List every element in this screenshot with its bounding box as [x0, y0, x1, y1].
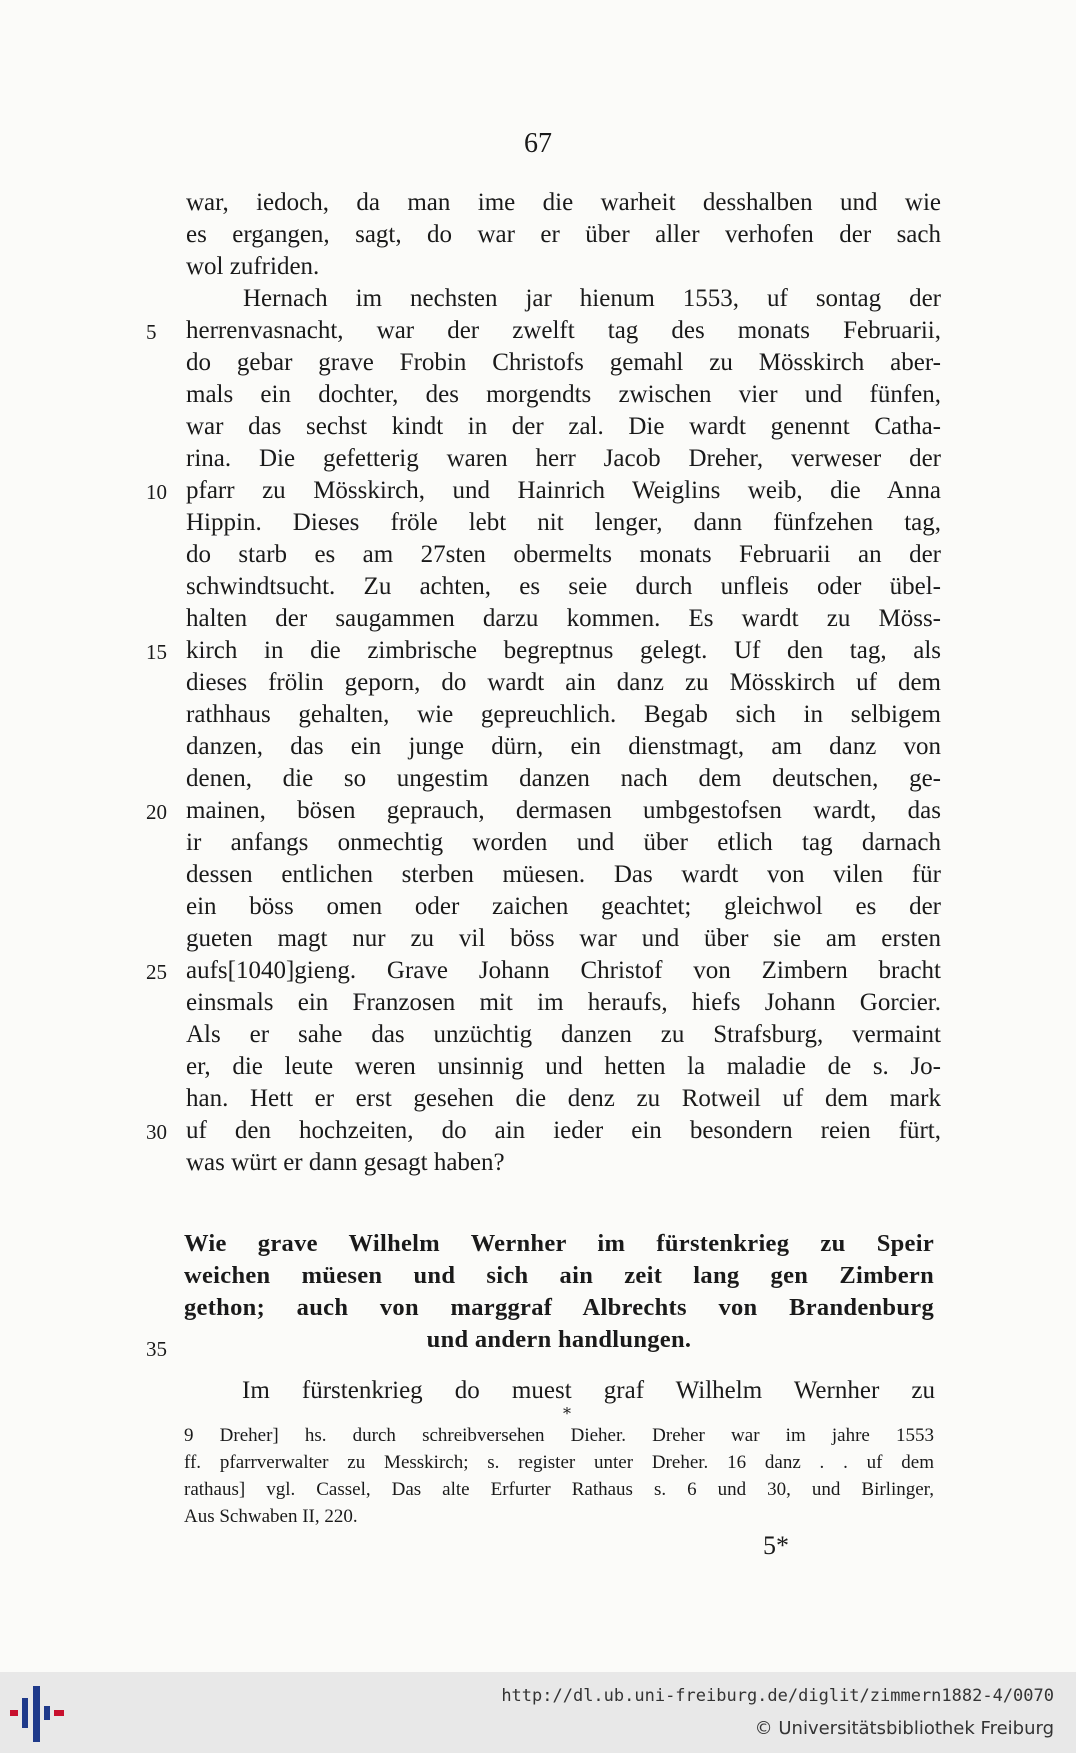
text-line [186, 347, 941, 379]
text-line-content: wol zufriden. [186, 253, 320, 280]
source-url-link[interactable]: http://dl.ub.uni-freiburg.de/diglit/zimmern1882-4/0070 [501, 1686, 1054, 1706]
text-line-content: schwindtsucht. Zu achten, es seie durch unfleis oder übel- [186, 573, 941, 600]
text-line [146, 635, 941, 667]
text-line-content: was würt er dann gesagt haben? [186, 1149, 505, 1176]
text-line [186, 891, 941, 923]
text-line-content: mals ein dochter, des morgendts zwischen vier und fünfen, [186, 381, 941, 408]
line-number: 5 [146, 320, 157, 344]
text-line [186, 731, 941, 763]
text-line-content: dieses frölin geporn, do wardt ain danz zu Mösskirch uf dem [186, 669, 941, 696]
text-line-content: pfarr zu Mösskirch, und Hainrich Weiglins weib, die Anna [186, 477, 941, 504]
heading-line-number: 35 [146, 1337, 167, 1361]
text-line [186, 507, 941, 539]
footer-bar [0, 1672, 1076, 1753]
ub-freiburg-logo-icon[interactable] [6, 1684, 68, 1744]
text-line-content: herrenvasnacht, war der zwelft tag des monats Februarii, [186, 317, 941, 344]
text-line-content: gueten magt nur zu vil böss war und über sie am ersten [186, 925, 941, 952]
text-line [186, 1083, 941, 1115]
text-line [186, 283, 941, 315]
text-line-content: uf den hochzeiten, do ain ieder ein besondern reien fürt, [186, 1117, 941, 1144]
paragraph-start: Im fürstenkrieg do muest graf Wilhelm Wernher zu [242, 1377, 935, 1404]
line-number: 10 [146, 480, 167, 504]
text-line-content: war, iedoch, da man ime die warheit desshalben und wie [186, 189, 941, 216]
text-line-content: ir anfangs onmechtig worden und über etlich tag darnach [186, 829, 941, 856]
heading-line: und andern handlungen. [426, 1326, 692, 1353]
text-line-content: ein böss omen oder zaichen geachtet; gleichwol es der [186, 893, 941, 920]
text-line-content: Als er sahe das unzüchtig danzen zu Strafsburg, vermaint [186, 1021, 941, 1048]
line-number: 30 [146, 1120, 167, 1144]
heading-line: gethon; auch von marggraf Albrechts von Brandenburg [184, 1294, 934, 1321]
page-number: 67 [524, 128, 552, 159]
text-line-content: Hernach im nechsten jar hienum 1553, uf sontag der [243, 285, 941, 312]
text-line [146, 795, 941, 827]
text-line-content: er, die leute weren unsinnig und hetten la maladie de s. Jo- [186, 1053, 941, 1080]
text-line [186, 1051, 941, 1083]
line-number: 20 [146, 800, 167, 824]
text-line-content: do gebar grave Frobin Christofs gemahl zu Mösskirch aber- [186, 349, 941, 376]
text-line [186, 699, 941, 731]
text-line-content: einsmals ein Franzosen mit im heraufs, hiefs Johann Gorcier. [186, 989, 941, 1016]
footnote-line: rathaus] vgl. Cassel, Das alte Erfurter Rathaus s. 6 und 30, und Birlinger, [184, 1479, 934, 1500]
text-line [146, 315, 941, 347]
text-line [186, 763, 941, 795]
text-line-content: war das sechst kindt in der zal. Die wardt genennt Catha- [186, 413, 941, 440]
text-line-content: mainen, bösen geprauch, dermasen umbgestofsen wardt, das [186, 797, 941, 824]
text-line-content: rathhaus gehalten, wie gepreuchlich. Begab sich in selbigem [186, 701, 941, 728]
body-text [146, 187, 941, 1179]
text-line [186, 443, 941, 475]
text-line [186, 251, 941, 283]
text-line [186, 571, 941, 603]
text-line [186, 987, 941, 1019]
text-line [186, 827, 941, 859]
line-number: 25 [146, 960, 167, 984]
text-line-content: aufs[1040]gieng. Grave Johann Christof von Zimbern bracht [186, 957, 941, 984]
text-line [186, 539, 941, 571]
copyright-text: © Universitätsbibliothek Freiburg [754, 1718, 1054, 1739]
signature-star: * [563, 1404, 571, 1423]
text-line-content: rina. Die gefetterig waren herr Jacob Dreher, verweser der [186, 445, 941, 472]
text-line [186, 219, 941, 251]
text-line-content: kirch in die zimbrische begreptnus gelegt. Uf den tag, als [186, 637, 941, 664]
chapter-heading [184, 1228, 934, 1356]
text-line-content: dessen entlichen sterben müesen. Das wardt von vilen für [186, 861, 941, 888]
text-line-content: han. Hett er erst gesehen die denz zu Rotweil uf dem mark [186, 1085, 941, 1112]
footnote-line: Aus Schwaben II, 220. [184, 1506, 358, 1527]
text-line-content: denen, die so ungestim danzen nach dem deutschen, ge- [186, 765, 941, 792]
text-line [186, 859, 941, 891]
footnote-line: ff. pfarrverwalter zu Messkirch; s. register unter Dreher. 16 danz . . uf dem [184, 1452, 934, 1473]
text-line [186, 923, 941, 955]
text-line-content: danzen, das ein junge dürn, ein dienstmagt, am danz von [186, 733, 941, 760]
text-line [186, 411, 941, 443]
text-line [186, 379, 941, 411]
text-line [186, 667, 941, 699]
text-line [186, 187, 941, 219]
text-line [186, 603, 941, 635]
text-line [146, 475, 941, 507]
text-line [186, 1019, 941, 1051]
text-line [146, 1115, 941, 1147]
text-line-content: Hippin. Dieses fröle lebt nit lenger, dann fünfzehen tag, [186, 509, 941, 536]
heading-line: Wie grave Wilhelm Wernher im fürstenkrieg zu Speir [184, 1230, 934, 1257]
text-line [186, 1147, 941, 1179]
footnotes [184, 1422, 934, 1530]
signature-mark: 5* [763, 1531, 789, 1560]
footnote-line: 9 Dreher] hs. durch schreibversehen Dieher. Dreher war im jahre 1553 [184, 1425, 934, 1446]
text-line-content: es ergangen, sagt, do war er über aller verhofen der sach [186, 221, 941, 248]
text-line-content: halten der saugammen darzu kommen. Es wardt zu Möss- [186, 605, 941, 632]
line-number: 15 [146, 640, 167, 664]
text-line [146, 955, 941, 987]
text-line-content: do starb es am 27sten obermelts monats Februarii an der [186, 541, 941, 568]
heading-line: weichen müesen und sich ain zeit lang gen Zimbern [184, 1262, 934, 1289]
